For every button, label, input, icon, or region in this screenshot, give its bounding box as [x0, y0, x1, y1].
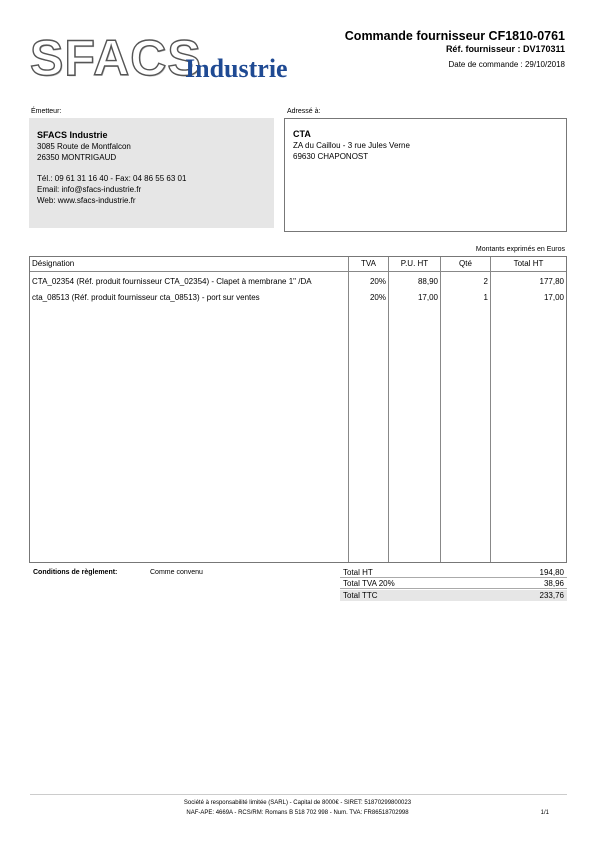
- recipient-address-line1: ZA du Caillou - 3 rue Jules Verne: [293, 141, 410, 150]
- total-ht-row: [340, 567, 567, 578]
- header-divider: [30, 271, 566, 272]
- row-designation: CTA_02354 (Réf. produit fournisseur CTA_02354) - Clapet à membrane 1" /DA: [32, 277, 312, 286]
- row-total: 17,00: [543, 293, 564, 302]
- column-header-unit-price: P.U. HT: [400, 259, 429, 268]
- logo-brand-text: SFACS: [30, 30, 202, 86]
- total-tva-label: Total TVA 20%: [343, 579, 395, 588]
- sender-name: SFACS Industrie: [37, 130, 108, 140]
- page-number: 1/1: [540, 810, 549, 816]
- footer-legal-line1: Société à responsabilité limitée (SARL) - Capital de 8000€ - SIRET: 51870299800023: [183, 800, 412, 806]
- row-total: 177,80: [539, 277, 564, 286]
- logo-subbrand-text: Industrie: [185, 54, 288, 83]
- payment-terms-value: Comme convenu: [150, 569, 203, 576]
- column-header-tva: TVA: [361, 259, 376, 268]
- row-tva: 20%: [369, 277, 386, 286]
- sender-label: Émetteur:: [31, 108, 62, 115]
- total-ht-value: 194,80: [539, 568, 564, 577]
- company-logo: [30, 30, 320, 90]
- sender-box: [29, 118, 274, 228]
- recipient-name: CTA: [293, 129, 311, 139]
- total-ht-label: Total HT: [343, 568, 373, 577]
- recipient-box: [284, 118, 567, 232]
- row-unit-price: 88,90: [417, 277, 438, 286]
- column-header-quantity: Qté: [459, 259, 472, 268]
- total-tva-row: [340, 578, 567, 589]
- payment-terms-label: Conditions de règlement:: [33, 569, 118, 576]
- sender-email: Email: info@sfacs-industrie.fr: [37, 185, 142, 194]
- footer-divider: [30, 794, 567, 795]
- supplier-reference: Réf. fournisseur : DV170311: [445, 44, 565, 54]
- sender-address-line2: 26350 MONTRIGAUD: [37, 153, 117, 162]
- sender-address-line1: 3085 Route de Montfalcon: [37, 142, 131, 151]
- total-ttc-label: Total TTC: [343, 591, 378, 600]
- row-tva: 20%: [369, 293, 386, 302]
- document-title: Commande fournisseur CF1810-0761: [344, 29, 565, 43]
- total-ttc-row: [340, 590, 567, 601]
- row-quantity: 1: [483, 293, 488, 302]
- recipient-address-line2: 69630 CHAPONOST: [293, 152, 369, 161]
- row-quantity: 2: [483, 277, 488, 286]
- recipient-label: Adressé à:: [287, 108, 321, 115]
- order-lines-table: [29, 256, 567, 563]
- column-header-total: Total HT: [513, 259, 544, 268]
- order-date: Date de commande : 29/10/2018: [448, 60, 565, 69]
- sender-web: Web: www.sfacs-industrie.fr: [37, 196, 136, 205]
- column-header-designation: Désignation: [32, 259, 75, 268]
- footer-legal-line2: NAF-APE: 4669A - RCS/RM: Romans B 518 702 998 - Num. TVA: FR86518702998: [186, 810, 409, 816]
- row-unit-price: 17,00: [417, 293, 438, 302]
- total-tva-value: 38,96: [543, 579, 564, 588]
- row-designation: cta_08513 (Réf. produit fournisseur cta_08513) - port sur ventes: [32, 293, 260, 302]
- total-ttc-value: 233,76: [539, 591, 564, 600]
- sender-phone: Tél.: 09 61 31 16 40 - Fax: 04 86 55 63 01: [37, 174, 187, 183]
- currency-note: Montants exprimés en Euros: [475, 246, 565, 253]
